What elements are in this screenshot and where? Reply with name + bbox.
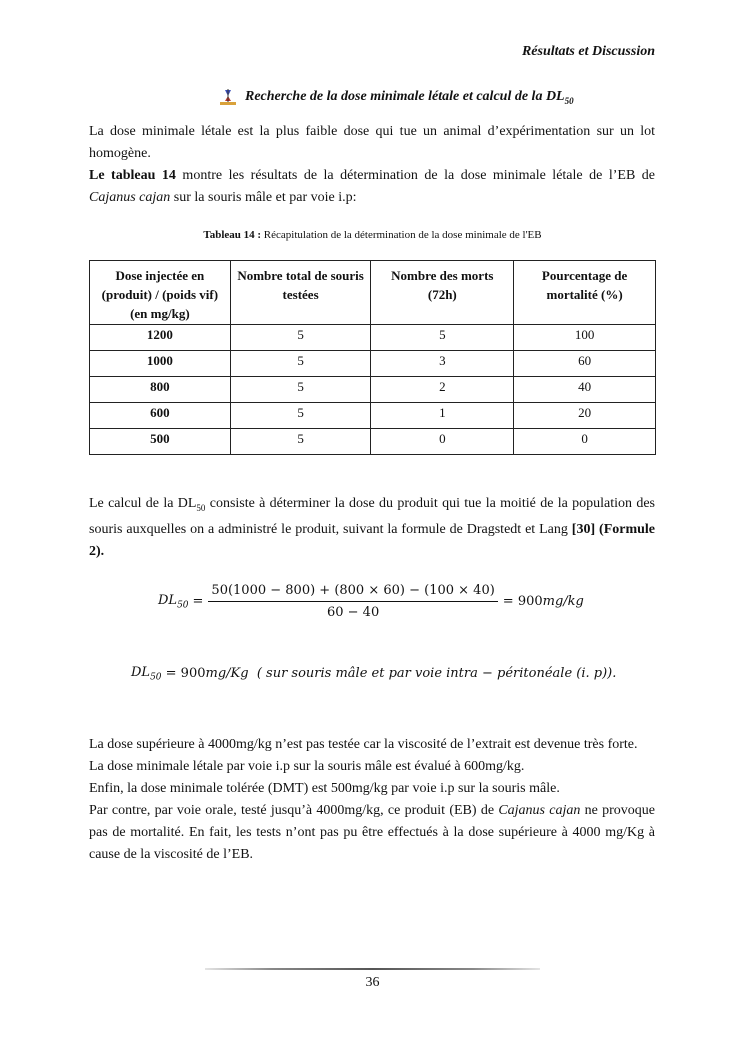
formula-numerator: 50(1000 − 800) + (800 × 60) − (100 × 40) — [208, 583, 497, 602]
cell-deaths: 3 — [371, 351, 514, 377]
footer-divider — [205, 968, 540, 970]
section-title — [219, 88, 574, 106]
dl50-result — [131, 665, 616, 683]
cell-mortality: 0 — [514, 429, 656, 455]
header-total: Nombre total de souris testées — [230, 261, 371, 325]
cell-mortality: 40 — [514, 377, 656, 403]
running-header: Résultats et Discussion — [521, 44, 655, 59]
header-mortality: Pourcentage de mortalité (%) — [514, 261, 656, 325]
result-lhs: $DL_{50}$ — [131, 665, 162, 683]
result-value: = 900 — [161, 666, 206, 682]
dl50-formula — [158, 583, 584, 620]
conclusion-tolerated-dose: Enfin, la dose minimale tolérée (DMT) est 500mg/kg par voie i.p sur la souris mâle. — [89, 781, 560, 796]
intro-definition: La dose minimale létale est la plus faible dose qui tue un animal d’expérimentation sur un lot homogène. — [89, 124, 655, 161]
table-header-row — [90, 261, 656, 325]
cell-deaths: 2 — [371, 377, 514, 403]
table-row — [90, 351, 656, 377]
table-row — [90, 429, 656, 455]
cell-dose: 1000 — [90, 351, 231, 377]
intro-paragraph — [89, 121, 655, 209]
conclusion-viscosity: La dose supérieure à 4000mg/kg n’est pas testée car la viscosité de l’extrait est devenue très forte. — [89, 737, 638, 752]
table-row — [90, 403, 656, 429]
cell-total: 5 — [230, 325, 371, 351]
formula-denominator: 60 − 40 — [326, 605, 380, 620]
section-title-text: Recherche de la dose minimale létale et calcul de la $DL_{50}$ — [245, 88, 574, 106]
hourglass-bullet-icon — [219, 88, 237, 106]
table-row — [90, 325, 656, 351]
conclusion-oral: Par contre, par voie orale, testé jusqu’à 4000mg/kg, ce produit (EB) de Cajanus cajan ne provoque pas de mortalité. En fait, les tests n’ont pas pu être effectués à la dose supérieure à 4000 mg/Kg à cause de la viscosité de l’EB. — [89, 803, 656, 862]
dose-results-table — [89, 260, 656, 455]
cell-total: 5 — [230, 403, 371, 429]
header-deaths: Nombre des morts (72h) — [371, 261, 514, 325]
cell-total: 5 — [230, 377, 371, 403]
header-dose: Dose injectée en (produit) / (poids vif) (en mg/kg) — [90, 261, 231, 325]
intro-table-reference: Le tableau 14 montre les résultats de la détermination de la dose minimale létale de l’EB de Cajanus cajan sur la souris mâle et par voie i.p: — [89, 168, 656, 205]
cell-dose: 600 — [90, 403, 231, 429]
result-unit: mg/Kg — [205, 666, 249, 682]
cell-deaths: 1 — [371, 403, 514, 429]
formula-unit: mg/kg — [542, 594, 584, 609]
cell-dose: 1200 — [90, 325, 231, 351]
page-number: 36 — [365, 975, 380, 990]
table-row — [90, 377, 656, 403]
cell-dose: 500 — [90, 429, 231, 455]
calculation-text: Le calcul de la $DL_{50}$ consiste à déterminer la dose du produit qui tue la moitié de la population des souris auxquelles on a administré le produit, suivant la formule de Dragstedt et Lang [30] (Formule 2). — [89, 496, 656, 559]
formula-fraction — [208, 583, 497, 620]
conclusion-lethal-dose: La dose minimale létale par voie i.p sur la souris mâle est évalué à 600mg/kg. — [89, 759, 525, 774]
cell-deaths: 0 — [371, 429, 514, 455]
cell-deaths: 5 — [371, 325, 514, 351]
cell-total: 5 — [230, 429, 371, 455]
calculation-paragraph — [89, 493, 655, 563]
formula-lhs: $DL_{50}$ — [158, 592, 189, 611]
formula-result: = 900 — [502, 594, 543, 609]
result-note: ( sur souris mâle et par voie intra − péritonéale (i. p)). — [248, 666, 617, 682]
cell-mortality: 60 — [514, 351, 656, 377]
cell-mortality: 20 — [514, 403, 656, 429]
conclusion-paragraph — [89, 734, 655, 866]
cell-mortality: 100 — [514, 325, 656, 351]
cell-total: 5 — [230, 351, 371, 377]
table-caption: Tableau 14 : Récapitulation de la détermination de la dose minimale de l'EB — [203, 229, 542, 241]
cell-dose: 800 — [90, 377, 231, 403]
formula-equals: = — [192, 594, 204, 609]
